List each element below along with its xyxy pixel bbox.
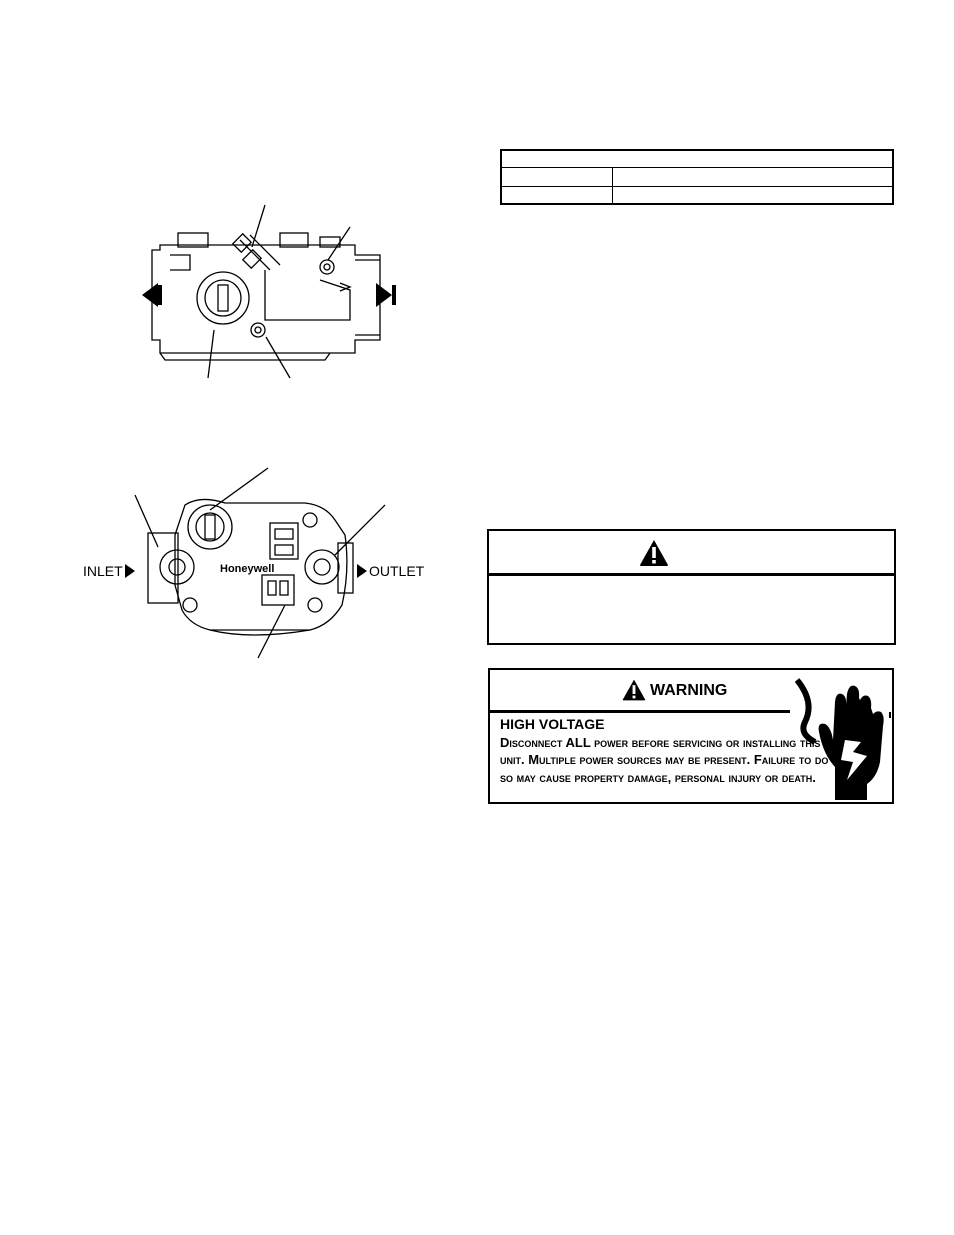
caution-box	[487, 529, 896, 645]
warning-text	[500, 716, 830, 786]
hand-lightning-icon	[795, 672, 891, 802]
warning-divider	[490, 710, 790, 713]
arrow-right-icon	[357, 564, 367, 578]
warning-title: WARNING	[650, 682, 728, 699]
exclamation-triangle-icon	[622, 678, 646, 702]
warning-box	[488, 668, 894, 804]
table-row	[502, 186, 892, 187]
exclamation-triangle-icon	[639, 539, 669, 567]
arrow-right-icon	[125, 564, 135, 578]
table-row	[502, 167, 892, 168]
inlet-label: INLET	[83, 563, 135, 579]
warning-body: Disconnect ALL power before servicing or installing this unit. Multiple power sources may be present. Failure to do so may cause property damage, personal injury or death.	[500, 734, 829, 785]
empty-table	[500, 149, 894, 205]
table-column-divider	[612, 168, 613, 203]
gas-valve-top-diagram	[130, 195, 410, 385]
brand-label: Honeywell	[220, 563, 275, 575]
warning-heading: HIGH VOLTAGE	[500, 716, 605, 732]
caution-divider	[489, 573, 894, 576]
outlet-label: OUTLET	[357, 563, 424, 579]
